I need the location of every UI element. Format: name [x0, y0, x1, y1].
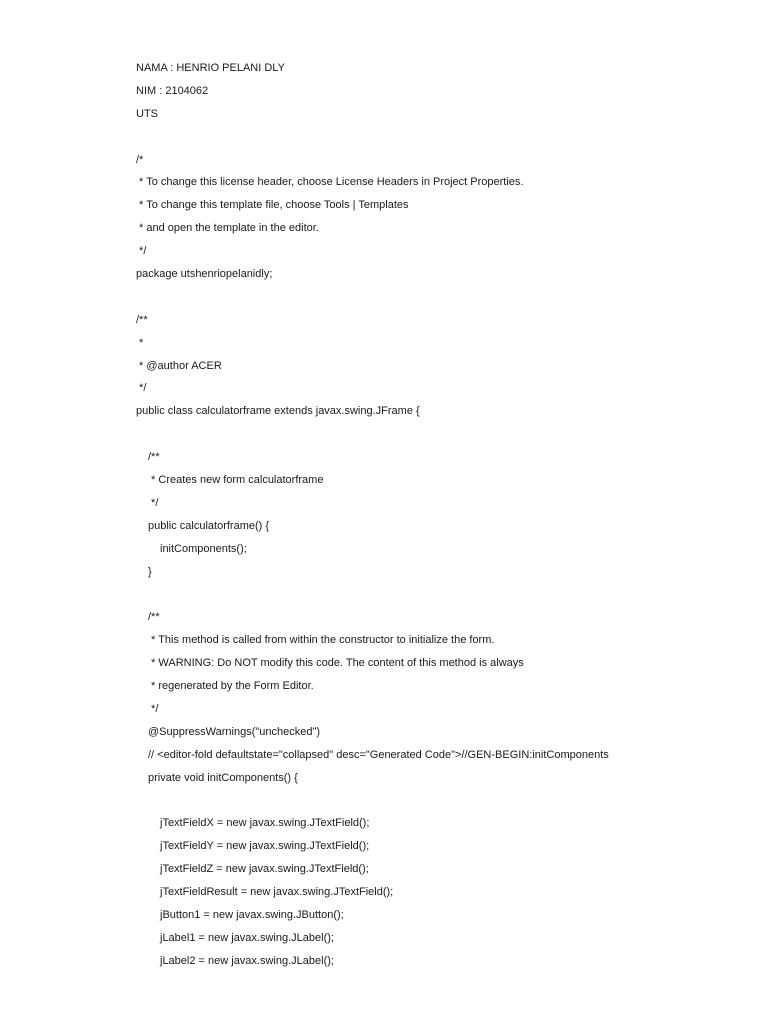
text-line: public class calculatorframe extends javax.swing.JFrame { — [136, 405, 420, 418]
text-line: public calculatorframe() { — [148, 519, 270, 532]
text-line: * To change this template file, choose Tools | Templates — [136, 199, 409, 212]
text-line: * Creates new form calculatorframe — [148, 474, 324, 487]
blank-line — [136, 286, 756, 309]
text-line: * — [136, 336, 144, 349]
blank-line — [136, 583, 756, 606]
text-line: * and open the template in the editor. — [136, 222, 319, 235]
text-line: UTS — [136, 107, 158, 120]
blank-line — [136, 423, 756, 446]
text-line: */ — [148, 702, 159, 715]
text-line: * @author ACER — [136, 359, 222, 372]
text-line: * To change this license header, choose License Headers in Project Properties. — [136, 176, 524, 189]
blank-line — [136, 126, 756, 149]
text-line: */ — [136, 382, 147, 395]
document-body — [136, 57, 756, 973]
blank-line — [136, 790, 756, 813]
text-line: initComponents(); — [160, 542, 247, 555]
text-line: jButton1 = new javax.swing.JButton(); — [160, 908, 344, 921]
text-line: * WARNING: Do NOT modify this code. The content of this method is always — [148, 657, 524, 670]
text-line: */ — [148, 496, 159, 509]
text-line: /** — [148, 451, 160, 464]
text-line: // <editor-fold defaultstate="collapsed" desc="Generated Code">//GEN-BEGIN:initComponents — [148, 748, 609, 761]
text-line: } — [148, 565, 152, 578]
text-line: jTextFieldZ = new javax.swing.JTextField(); — [160, 863, 369, 876]
text-line: /* — [136, 153, 144, 166]
text-line: /** — [136, 313, 148, 326]
text-line: NAMA : HENRIO PELANI DLY — [136, 62, 285, 74]
text-line: /** — [148, 611, 160, 624]
text-line: jTextFieldResult = new javax.swing.JTextField(); — [160, 886, 394, 899]
text-line: NIM : 2104062 — [136, 84, 209, 97]
text-line: package utshenriopelanidly; — [136, 268, 273, 281]
text-line: */ — [136, 245, 147, 258]
text-line: jLabel2 = new javax.swing.JLabel(); — [160, 954, 334, 967]
text-line: @SuppressWarnings("unchecked") — [148, 725, 321, 738]
text-line: jLabel1 = new javax.swing.JLabel(); — [160, 931, 334, 944]
text-line: * regenerated by the Form Editor. — [148, 680, 314, 693]
text-line: private void initComponents() { — [148, 771, 298, 784]
text-line: jTextFieldX = new javax.swing.JTextField(); — [160, 817, 370, 830]
text-line: jTextFieldY = new javax.swing.JTextField(); — [160, 840, 370, 853]
text-line: * This method is called from within the constructor to initialize the form. — [148, 634, 495, 647]
